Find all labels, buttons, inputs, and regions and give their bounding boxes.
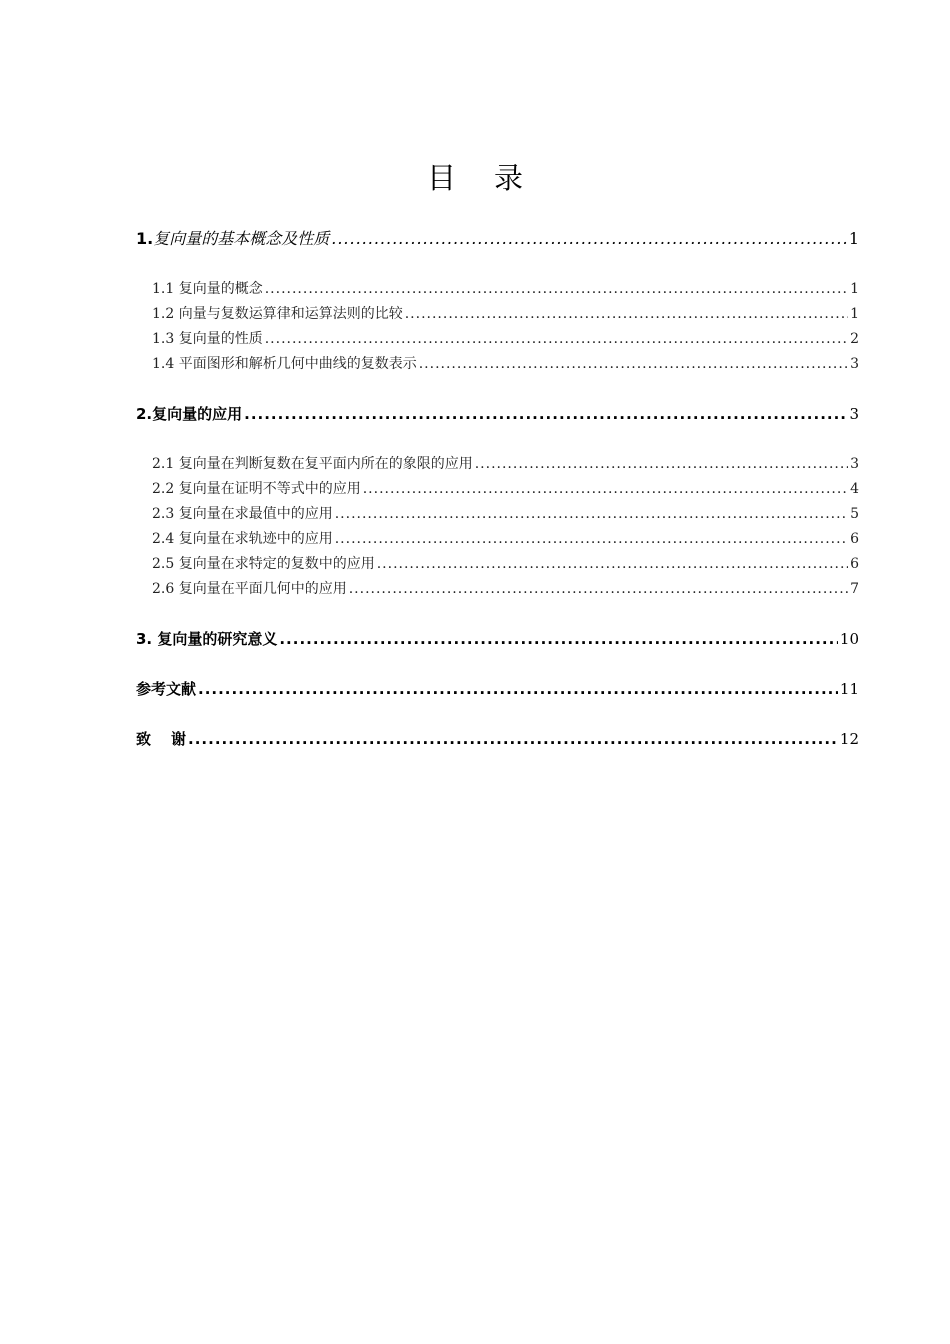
toc-entry-label: 2.4 复向量在求轨迹中的应用	[152, 531, 333, 547]
toc-page-number: 6	[850, 556, 859, 572]
toc-entry-label: 1.复向量的基本概念及性质	[136, 229, 330, 248]
toc-entry-acknowledgements[interactable]	[136, 728, 859, 749]
toc-entry-label: 2.2 复向量在证明不等式中的应用	[152, 481, 361, 497]
toc-page-number: 1	[850, 306, 859, 322]
toc-entry-label: 2.1 复向量在判断复数在复平面内所在的象限的应用	[152, 456, 473, 472]
toc-entry-2-2[interactable]	[152, 478, 859, 498]
toc-leader-dots	[331, 229, 847, 248]
toc-leader-dots	[279, 630, 838, 648]
toc-leader-dots	[377, 556, 848, 572]
toc-entry-label: 1.4 平面图形和解析几何中曲线的复数表示	[152, 356, 417, 372]
toc-entry-2-1[interactable]	[152, 453, 859, 473]
toc-page-number: 2	[850, 331, 859, 347]
toc-page-number: 3	[850, 456, 859, 472]
toc-entry-3[interactable]	[136, 628, 859, 649]
toc-entry-label: 2.3 复向量在求最值中的应用	[152, 506, 333, 522]
toc-entry-1-1[interactable]	[152, 278, 859, 298]
toc-page-number: 1	[850, 281, 859, 297]
toc-page-number: 11	[839, 680, 859, 698]
toc-entry-2-6[interactable]	[152, 578, 859, 598]
toc-entry-label: 1.3 复向量的性质	[152, 331, 263, 347]
toc-entry-label: 2.5 复向量在求特定的复数中的应用	[152, 556, 375, 572]
toc-entry-label: 2.6 复向量在平面几何中的应用	[152, 581, 347, 597]
toc-entry-references[interactable]	[136, 678, 859, 699]
toc-entry-label: 参考文献	[136, 680, 197, 698]
title-part-1: 目	[426, 161, 456, 195]
toc-entry-label: 2.复向量的应用	[136, 405, 243, 423]
toc-page-number: 7	[850, 581, 859, 597]
toc-leader-dots	[335, 506, 848, 522]
toc-entry-2[interactable]	[136, 403, 859, 424]
toc-page-number: 10	[839, 630, 859, 648]
toc-entry-label: 致 谢	[136, 730, 187, 748]
toc-page-number: 3	[850, 356, 859, 372]
toc-leader-dots	[265, 281, 848, 297]
toc-entry-1-4[interactable]	[152, 353, 859, 373]
toc-leader-dots	[363, 481, 848, 497]
toc-page-number: 1	[848, 229, 859, 248]
toc-page-number: 3	[849, 405, 859, 423]
toc-leader-dots	[265, 331, 848, 347]
toc-leader-dots	[349, 581, 848, 597]
toc-entry-1-2[interactable]	[152, 303, 859, 323]
toc-leader-dots	[419, 356, 848, 372]
title-part-2: 录	[494, 161, 524, 195]
toc-leader-dots	[475, 456, 848, 472]
toc-page-number: 4	[850, 481, 859, 497]
toc-leader-dots	[244, 405, 847, 423]
toc-page-number: 12	[839, 730, 859, 748]
toc-entry-label: 3. 复向量的研究意义	[136, 630, 278, 648]
toc-leader-dots	[198, 680, 838, 698]
toc-entry-2-3[interactable]	[152, 503, 859, 523]
toc-entry-label: 1.2 向量与复数运算律和运算法则的比较	[152, 306, 403, 322]
toc-leader-dots	[405, 306, 848, 322]
toc-leader-dots	[335, 531, 848, 547]
toc-page-number: 6	[850, 531, 859, 547]
toc-entry-1-3[interactable]	[152, 328, 859, 348]
page-title	[0, 156, 950, 197]
toc-page-number: 5	[850, 506, 859, 522]
toc-entry-2-5[interactable]	[152, 553, 859, 573]
toc-entry-1[interactable]	[136, 226, 859, 249]
toc-entry-label: 1.1 复向量的概念	[152, 281, 263, 297]
toc-leader-dots	[188, 730, 838, 748]
toc-entry-2-4[interactable]	[152, 528, 859, 548]
